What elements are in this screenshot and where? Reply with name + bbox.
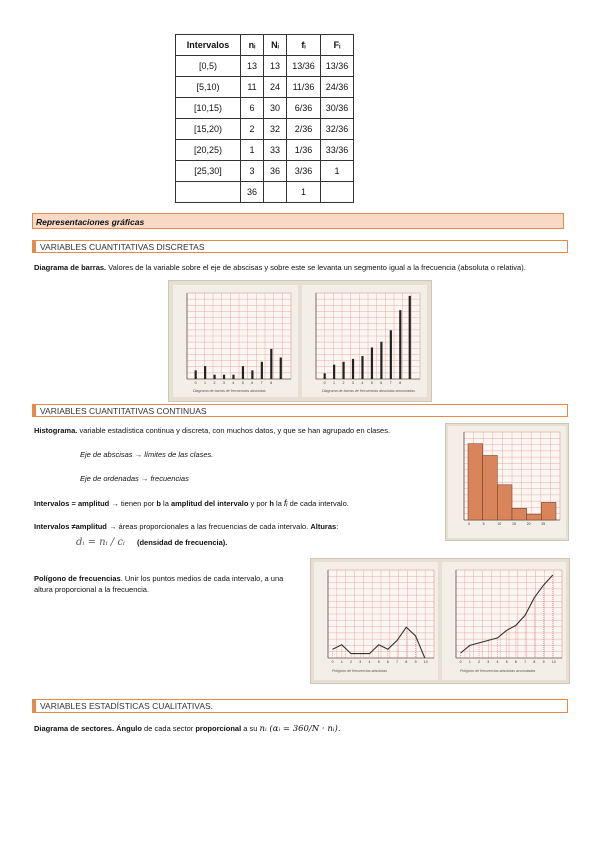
- angle-term: Ángulo: [114, 724, 142, 733]
- height-symbol: h: [269, 499, 274, 508]
- header-cell: Nᵢ: [264, 35, 287, 56]
- x-tick-label: 2: [350, 660, 352, 664]
- base-symbol: b: [156, 499, 161, 508]
- bar: [333, 365, 335, 379]
- equal-interval-paragraph: [34, 498, 444, 509]
- x-tick-label: 5: [377, 660, 380, 664]
- histogram-paragraph: [34, 425, 434, 436]
- bar: [242, 366, 244, 379]
- bar-diagram-term: Diagrama de barras.: [34, 263, 107, 272]
- abscissa-axis-note: Eje de abscisas → límites de las clases.: [80, 450, 214, 459]
- continuas-heading-bar: [32, 404, 568, 417]
- x-tick-label: 5: [505, 660, 508, 664]
- histogram-figure: [445, 423, 569, 541]
- bar: [371, 347, 373, 379]
- pie-text-tail: a su: [241, 724, 260, 733]
- x-tick-label: 8: [533, 660, 536, 664]
- table-cell: 11: [241, 77, 264, 98]
- x-tick-label: 6: [386, 660, 389, 664]
- interval-width-term: amplitud del intervalo: [170, 499, 249, 508]
- table-row: [176, 77, 354, 98]
- x-tick-label: 6: [380, 381, 383, 385]
- cualitativas-heading-bar: [32, 699, 568, 713]
- x-tick-label: 5: [482, 522, 485, 526]
- table-cell: 36: [264, 161, 287, 182]
- section-title: Representaciones gráficas: [36, 217, 145, 227]
- table-cell: 13: [241, 56, 264, 77]
- unequal-interval-paragraph: [34, 521, 444, 532]
- heights-colon: :: [336, 522, 339, 531]
- table-cell: 32: [264, 119, 287, 140]
- equal-interval-text-i: de cada intervalo.: [287, 499, 349, 508]
- table-cell: [5,10): [176, 77, 241, 98]
- table-cell: [10,15): [176, 98, 241, 119]
- table-cell: 1/36: [287, 140, 321, 161]
- x-tick-label: 1: [204, 381, 206, 385]
- bar-chart-absolute: [173, 285, 298, 397]
- chart-caption: Polígono de frecuencias absolutas acumuladas: [460, 669, 536, 673]
- discretas-heading: VARIABLES CUANTITATIVAS DISCRETAS: [40, 242, 205, 252]
- x-tick-label: 10: [423, 660, 428, 664]
- unequal-interval-term: Intervalos ≠amplitud: [34, 522, 107, 531]
- histogram-bar: [512, 508, 527, 520]
- table-cell: 24/36: [321, 77, 354, 98]
- histogram-chart: [448, 426, 566, 538]
- table-cell: 32/36: [321, 119, 354, 140]
- table-row: [176, 119, 354, 140]
- header-cell: Fᵢ: [321, 35, 354, 56]
- bar: [380, 342, 382, 379]
- x-tick-label: 5: [370, 381, 373, 385]
- bar-diagram-paragraph: [34, 262, 564, 273]
- table-cell: 6/36: [287, 98, 321, 119]
- x-tick-label: 3: [359, 660, 362, 664]
- x-tick-label: 10: [551, 660, 556, 664]
- table-cell: 36: [241, 182, 264, 203]
- histogram-term: Histograma.: [34, 426, 78, 435]
- header-cell: fᵢ: [287, 35, 321, 56]
- polygon-paragraph: [34, 573, 302, 595]
- table-row: [176, 161, 354, 182]
- polygon-text: . Unir los puntos medios de cada intervalo, a una altura proporcional a la frecuencia.: [34, 574, 284, 594]
- table-cell: 6: [241, 98, 264, 119]
- pie-chart-paragraph: [34, 723, 564, 735]
- x-tick-label: 0: [331, 660, 334, 664]
- bar: [270, 349, 272, 379]
- bar: [261, 362, 263, 379]
- table-cell: [15,20): [176, 119, 241, 140]
- table-cell: 1: [241, 140, 264, 161]
- table-cell: [176, 182, 241, 203]
- header-cell: nᵢ: [241, 35, 264, 56]
- x-tick-label: 0: [323, 381, 326, 385]
- x-tick-label: 0: [194, 381, 197, 385]
- discretas-heading-bar: [32, 240, 568, 253]
- density-label: (densidad de frecuencia).: [136, 538, 228, 547]
- x-tick-label: 2: [213, 381, 216, 385]
- bar: [390, 330, 392, 379]
- bar: [213, 375, 215, 379]
- ordinate-axis-note: Eje de ordenadas → frecuencias: [80, 474, 189, 483]
- table-cell: [0,5): [176, 56, 241, 77]
- histogram-text: variable estadística continua y discreta, con muchos datos, y que se han agrupado en clases.: [77, 426, 391, 435]
- chart-caption: Diagrama de barras de frecuencias absolutas: [193, 389, 266, 393]
- chart-caption: Diagrama de barras de frecuencias absolutas acumuladas: [322, 389, 415, 393]
- table-cell: 33/36: [321, 140, 354, 161]
- table-cell: [264, 182, 287, 203]
- x-tick-label: 7: [389, 381, 392, 385]
- x-tick-label: 8: [399, 381, 402, 385]
- histogram-bar: [527, 514, 542, 520]
- heights-term: Alturas: [310, 522, 337, 531]
- table-cell: 2: [241, 119, 264, 140]
- bar-chart-cumulative: [302, 285, 427, 397]
- bar: [399, 310, 401, 379]
- x-tick-label: 2: [478, 660, 480, 664]
- histogram-bar: [541, 502, 556, 520]
- x-tick-label: 15: [512, 522, 516, 526]
- table-cell: 1: [321, 161, 354, 182]
- table-cell: 13/36: [287, 56, 321, 77]
- table-cell: 3: [241, 161, 264, 182]
- histogram-bar: [483, 455, 498, 520]
- table-cell: 24: [264, 77, 287, 98]
- chart-caption: Polígono de frecuencias absolutas: [332, 669, 387, 673]
- bar-diagram-text: Valores de la variable sobre el eje de abscisas y sobre este se levanta un segmento igual a la frecuencia (absoluta o relativa).: [106, 263, 526, 272]
- histogram-bar: [497, 485, 512, 520]
- x-tick-label: 6: [251, 381, 254, 385]
- x-tick-label: 25: [541, 522, 546, 526]
- x-tick-label: 4: [368, 660, 371, 664]
- x-tick-label: 4: [361, 381, 364, 385]
- table-cell: [25,30]: [176, 161, 241, 182]
- bar: [251, 370, 253, 379]
- equal-interval-text-a: → tienen por: [109, 499, 157, 508]
- polygon-chart-cumulative: [442, 562, 566, 680]
- angle-formula: nᵢ (αᵢ = 360/N · nᵢ).: [259, 724, 341, 734]
- bar: [352, 359, 354, 379]
- table-cell: 30/36: [321, 98, 354, 119]
- polygon-term: Polígono de frecuencias: [34, 574, 121, 583]
- x-tick-label: 9: [542, 660, 545, 664]
- x-tick-label: 20: [526, 522, 531, 526]
- bar: [204, 366, 206, 379]
- section-title-bar: [32, 213, 564, 229]
- equal-interval-text-e: y por: [248, 499, 270, 508]
- pie-text-mid: de cada sector: [141, 724, 196, 733]
- table-cell: 11/36: [287, 77, 321, 98]
- bar: [232, 375, 234, 379]
- x-tick-label: 8: [270, 381, 273, 385]
- table-cell: 1: [287, 182, 321, 203]
- x-tick-label: 3: [222, 381, 225, 385]
- polygon-charts-figure: [310, 558, 570, 684]
- density-formula-line: [76, 537, 376, 548]
- x-tick-label: 1: [468, 660, 471, 664]
- bar: [342, 362, 344, 379]
- table-row: [176, 182, 354, 203]
- frequency-table: [175, 34, 354, 203]
- x-tick-label: 4: [232, 381, 235, 385]
- x-tick-label: 2: [342, 381, 345, 385]
- bar-charts-figure: [168, 280, 432, 402]
- table-cell: 2/36: [287, 119, 321, 140]
- x-tick-label: 0: [468, 522, 470, 526]
- x-tick-label: 6: [514, 660, 517, 664]
- x-tick-label: 5: [241, 381, 244, 385]
- x-tick-label: 1: [340, 660, 343, 664]
- equal-interval-text-c: la: [160, 499, 171, 508]
- table-row: [176, 98, 354, 119]
- x-tick-label: 3: [487, 660, 490, 664]
- bar: [280, 358, 282, 380]
- histogram-bar: [468, 444, 483, 520]
- x-tick-label: 3: [351, 381, 354, 385]
- continuas-heading: VARIABLES CUANTITATIVAS CONTINUAS: [40, 406, 207, 416]
- table-cell: 33: [264, 140, 287, 161]
- header-cell: Intervalos: [176, 35, 241, 56]
- x-tick-label: 4: [496, 660, 499, 664]
- bar: [409, 296, 411, 379]
- x-tick-label: 7: [524, 660, 527, 664]
- x-tick-label: 10: [497, 522, 502, 526]
- table-cell: 13: [264, 56, 287, 77]
- x-tick-label: 7: [260, 381, 263, 385]
- proportional-term: proporcional: [195, 724, 242, 733]
- table-cell: [321, 182, 354, 203]
- table-header-row: [176, 35, 354, 56]
- table-cell: [20,25): [176, 140, 241, 161]
- table-cell: 3/36: [287, 161, 321, 182]
- table-cell: 30: [264, 98, 287, 119]
- pie-chart-term: Diagrama de sectores.: [34, 724, 115, 733]
- polygon-chart-absolute: [314, 562, 438, 680]
- table-cell: 13/36: [321, 56, 354, 77]
- bar: [324, 373, 326, 379]
- bar: [223, 375, 225, 379]
- x-tick-label: 9: [414, 660, 417, 664]
- cualitativas-heading: VARIABLES ESTADÍSTICAS CUALITATIVAS.: [40, 701, 214, 711]
- x-tick-label: 1: [333, 381, 335, 385]
- equal-interval-term: Intervalos = amplitud: [34, 499, 110, 508]
- unequal-interval-text: → áreas proporcionales a las frecuencias de cada intervalo.: [106, 522, 311, 531]
- equal-interval-text-g: la: [273, 499, 284, 508]
- table-row: [176, 56, 354, 77]
- x-tick-label: 0: [459, 660, 462, 664]
- relative-frequency-symbol: fᵢ: [283, 498, 288, 508]
- density-formula: dᵢ = nᵢ / cᵢ: [76, 537, 125, 548]
- x-tick-label: 8: [405, 660, 408, 664]
- bar: [195, 370, 197, 379]
- table-row: [176, 140, 354, 161]
- x-tick-label: 7: [396, 660, 399, 664]
- bar: [361, 356, 363, 379]
